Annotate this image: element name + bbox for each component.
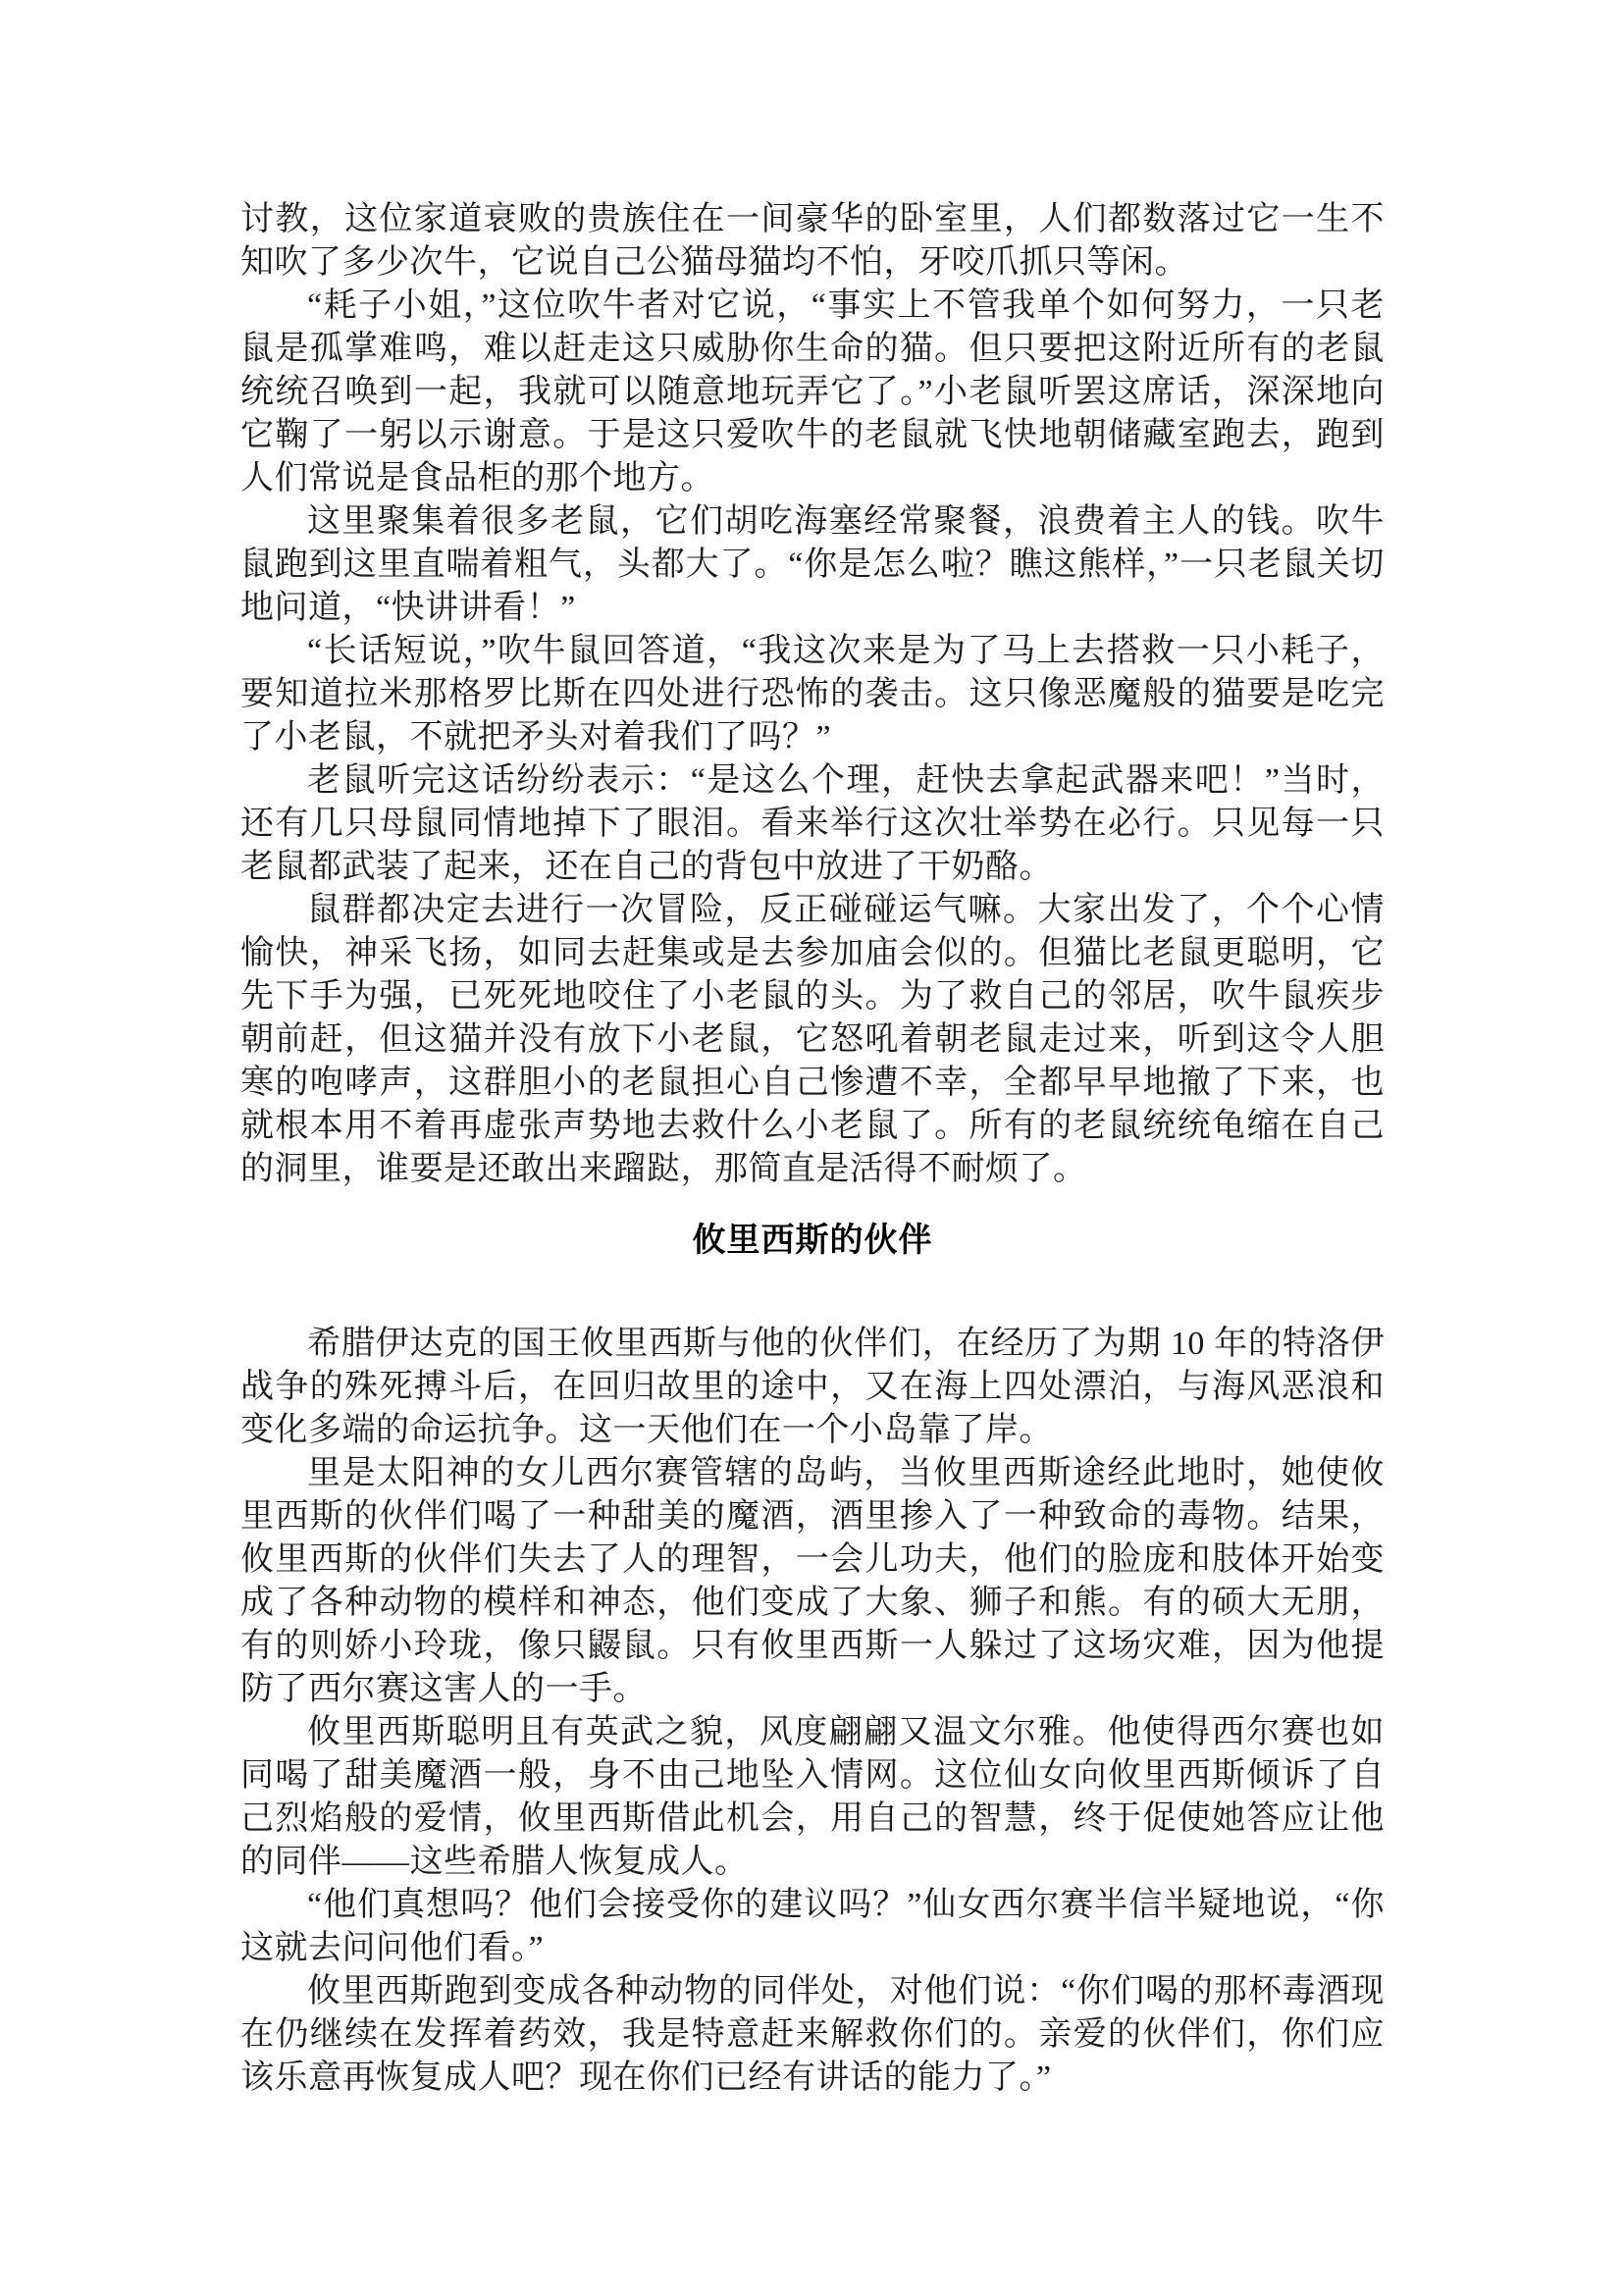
story-title: 攸里西斯的伙伴	[692, 1221, 933, 1260]
paragraph: 希腊伊达克的国王攸里西斯与他的伙伴们，在经历了为期 10 年的特洛伊战争的殊死搏斗后，在回归故里的途中，又在海上四处漂泊，与海风恶浪和变化多端的命运抗争。这一天他们在一个小岛靠了岸。	[240, 1326, 1385, 1448]
paragraph: 攸里西斯聪明且有英武之貌，风度翩翩又温文尔雅。他使得西尔赛也如同喝了甜美魔酒一般，身不由己地坠入情网。这位仙女向攸里西斯倾诉了自己烈焰般的爱情，攸里西斯借此机会，用自己的智慧，终于促使她答应让他的同伴——这些希腊人恢复成人。	[240, 1714, 1385, 1880]
paragraph: 讨教，这位家道衰败的贵族住在一间豪华的卧室里，人们都数落过它一生不知吹了多少次牛，它说自己公猫母猫均不怕，牙咬爪抓只等闲。	[240, 201, 1385, 281]
paragraph: “他们真想吗？他们会接受你的建议吗？”仙女西尔赛半信半疑地说，“你这就去问问他们看。”	[240, 1887, 1385, 1966]
paragraph: 鼠群都决定去进行一次冒险，反正碰碰运气嘛。大家出发了，个个心情愉快，神采飞扬，如同去赶集或是去参加庙会似的。但猫比老鼠更聪明，它先下手为强，已死死地咬住了小老鼠的头。为了救自己的邻居，吹牛鼠疾步朝前赶，但这猫并没有放下小老鼠，它怒吼着朝老鼠走过来，听到这令人胆寒的咆哮声，这群胆小的老鼠担心自己惨遭不幸，全都早早地撤了下来，也就根本用不着再虚张声势地去救什么小老鼠了。所有的老鼠统统龟缩在自己的洞里，谁要是还敢出来蹓跶，那简直是活得不耐烦了。	[240, 892, 1385, 1187]
paragraph: 攸里西斯跑到变成各种动物的同伴处，对他们说：“你们喝的那杯毒酒现在仍继续在发挥着药效，我是特意赶来解救你们的。亲爱的伙伴们，你们应该乐意再恢复成人吧？现在你们已经有讲话的能力了。”	[240, 1973, 1385, 2096]
paragraph: 这里聚集着很多老鼠，它们胡吃海塞经常聚餐，浪费着主人的钱。吹牛鼠跑到这里直喘着粗气，头都大了。“你是怎么啦？瞧这熊样，”一只老鼠关切地问道，“快讲讲看！”	[240, 503, 1385, 626]
paragraph: 里是太阳神的女儿西尔赛管辖的岛屿，当攸里西斯途经此地时，她使攸里西斯的伙伴们喝了一种甜美的魔酒，酒里掺入了一种致命的毒物。结果，攸里西斯的伙伴们失去了人的理智，一会儿功夫，他们的脸庞和肢体开始变成了各种动物的模样和神态，他们变成了大象、狮子和熊。有的硕大无朋，有的则娇小玲珑，像只鼹鼠。只有攸里西斯一人躲过了这场灾难，因为他提防了西尔赛这害人的一手。	[240, 1455, 1385, 1707]
text-column	[240, 198, 1385, 2100]
paragraph: 老鼠听完这话纷纷表示：“是这么个理，赶快去拿起武器来吧！”当时，还有几只母鼠同情地掉下了眼泪。看来举行这次壮举势在必行。只见每一只老鼠都武装了起来，还在自己的背包中放进了干奶酪。	[240, 762, 1385, 885]
paragraph: “长话短说，”吹牛鼠回答道，“我这次来是为了马上去搭救一只小耗子，要知道拉米那格罗比斯在四处进行恐怖的袭击。这只像恶魔般的猫要是吃完了小老鼠，不就把矛头对着我们了吗？”	[240, 633, 1385, 756]
paragraph: “耗子小姐，”这位吹牛者对它说，“事实上不管我单个如何努力，一只老鼠是孤掌难鸣，难以赶走这只威胁你生命的猫。但只要把这附近所有的老鼠统统召唤到一起，我就可以随意地玩弄它了。”小老鼠听罢这席话，深深地向它鞠了一躬以示谢意。于是这只爱吹牛的老鼠就飞快地朝储藏室跑去，跑到人们常说是食品柜的那个地方。	[240, 287, 1385, 496]
